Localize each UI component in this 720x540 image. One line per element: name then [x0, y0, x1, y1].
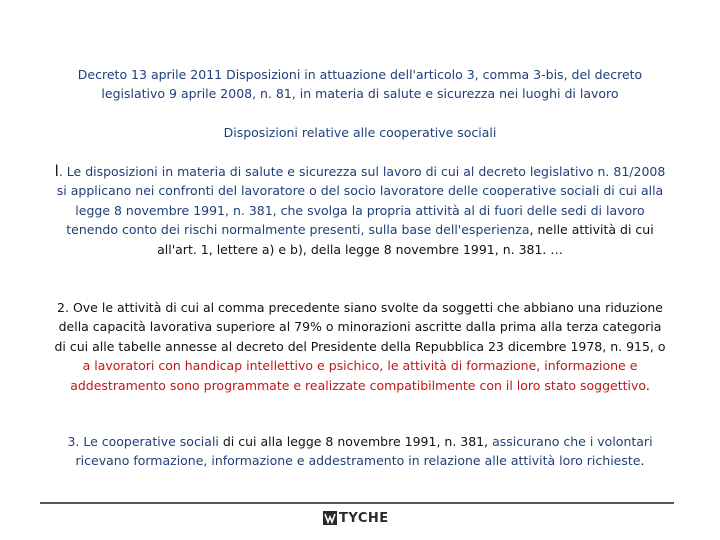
paragraph-3: [52, 432, 668, 471]
paragraph-1-marker: l: [54, 162, 59, 180]
footer-divider: [40, 502, 674, 504]
paragraph-1-text-b: , nelle attività di cui all'art. 1, lettere a) e b), della legge 8 novembre 1991, n. 381. …: [157, 222, 654, 257]
document-subtitle: Disposizioni relative alle cooperative sociali: [223, 125, 497, 140]
document-title: [52, 65, 668, 104]
paragraph-1: [52, 162, 668, 259]
paragraph-3-subject: Le cooperative sociali: [83, 434, 219, 449]
tyche-logo-icon: [323, 511, 337, 525]
paragraph-2-end: .: [645, 377, 650, 393]
paragraph-2-highlight: a lavoratori con handicap intellettivo e psichico, le attività di formazione, informazione e addestramento sono programmate e realizzate compatibilmente con il loro stato soggettivo: [70, 358, 646, 393]
paragraph-3-text-c: assicurano che i volontari ricevano formazione, informazione e addestramento in relazione alle attività loro richieste: [75, 434, 653, 469]
paragraph-1-text-a: . Le disposizioni in materia di salute e sicurezza sul lavoro di cui al decreto legislativo n. 81/2008 si applicano nei confronti del lavoratore o del socio lavoratore delle cooperative sociali di cui alla legge 8 novembre 1991, n. 381, che svolga la propria attività al di fuori delle sedi di lavoro tenendo conto dei rischi normalmente presenti, sulla base dell'esperienza: [56, 164, 666, 238]
footer-logo: [323, 511, 389, 525]
paragraph-2: [52, 298, 668, 395]
paragraph-3-text-b: di cui alla legge 8 novembre 1991, n. 381,: [218, 434, 493, 449]
paragraph-3-end: .: [640, 453, 645, 469]
title-line-2: legislativo 9 aprile 2008, n. 81, in materia di salute e sicurezza nei luoghi di lavoro: [101, 86, 619, 102]
logo-text: TYCHE: [339, 510, 389, 526]
paragraph-2-text-a: 2. Ove le attività di cui al comma precedente siano svolte da soggetti che abbiano una riduzione della capacità lavorativa superiore al 79% o minorazioni ascritte dalla prima alla terza categoria di cui alle tabelle annesse al decreto del Presidente della Repubblica 23 dicembre 1978, n. 915, o: [54, 300, 666, 354]
paragraph-3-number: 3.: [67, 434, 84, 449]
title-line-1: Decreto 13 aprile 2011 Disposizioni in attuazione dell'articolo 3, comma 3-bis, del decreto: [77, 67, 643, 82]
